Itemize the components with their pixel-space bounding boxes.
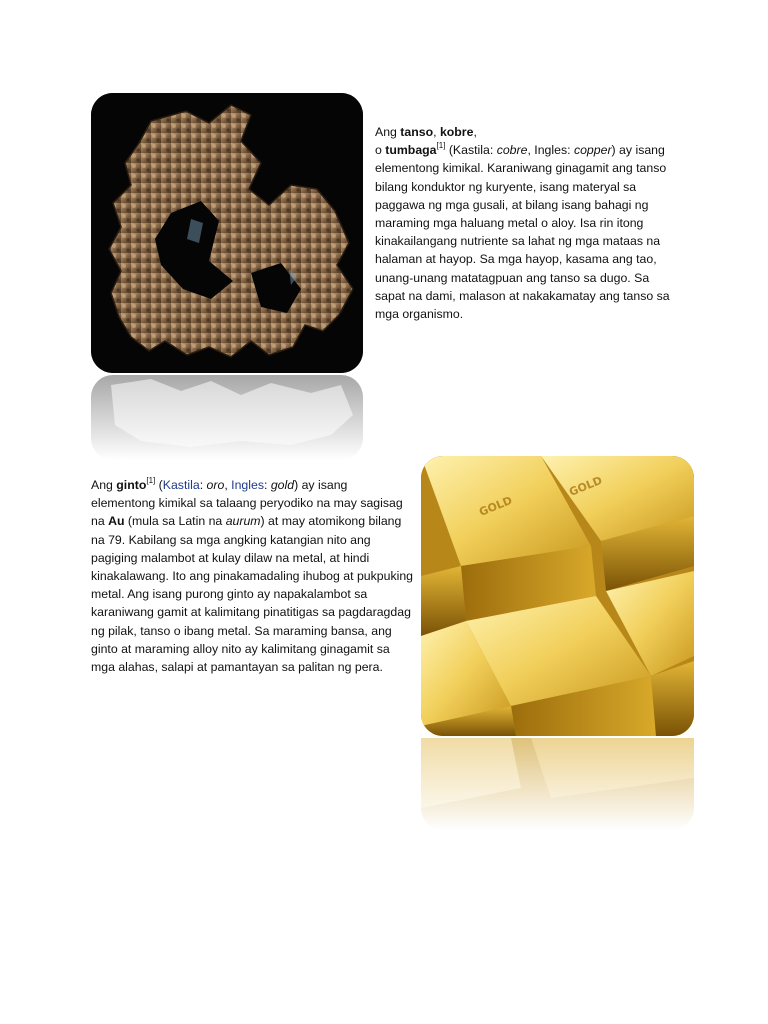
text-span: : (263, 478, 271, 492)
text-span: ) ay isang elementong kimikal sa talaang peryodiko na may sagisag na (91, 478, 403, 529)
text-span: Ang (375, 125, 401, 139)
gold-paragraph (91, 476, 413, 676)
term-kobre: kobre (439, 125, 474, 139)
reference-link[interactable]: [1] (146, 475, 156, 485)
gold-image (421, 456, 694, 736)
text-span: : (199, 478, 207, 492)
term-ginto: ginto (116, 478, 147, 492)
text-span: ) ay isang elementong kimikal. Karaniwang ginagamit ang tanso bilang konduktor ng kuryente, isang materyal sa paggawa ng mga gusali, at bilang isang bahagi ng maraming mga haluang metal o aloy. Isa rin itong kinakailangang nutriente sa lahat ng mga mataas na halaman at hayop. Sa mga hayop, kasama ang tao, unang-unang matatagpuan ang tanso sa dugo. Sa sapat na dami, malason at nakakamatay ang tanso sa mga organismo. (375, 143, 670, 322)
kastila-link[interactable]: Kastila (162, 478, 200, 492)
term-aurum: aurum (225, 514, 261, 529)
text-span: , (433, 125, 440, 139)
copper-paragraph (375, 123, 675, 323)
text-span: , (224, 478, 232, 492)
gold-image-reflection (421, 738, 694, 830)
text-span: , Ingles: (527, 143, 574, 158)
bar-stamp: GOLD (567, 473, 605, 499)
text-span: ( (155, 478, 163, 492)
gold-bars-illustration (421, 456, 694, 736)
term-oro: oro (206, 478, 225, 492)
text-span: o (375, 143, 386, 158)
term-tanso: tanso (400, 125, 434, 139)
term-tumbaga: tumbaga (385, 143, 437, 158)
term-cobre: cobre (496, 143, 528, 158)
text-span: (mula sa Latin na (124, 514, 226, 529)
term-copper: copper (573, 143, 612, 158)
copper-image (91, 93, 363, 373)
copper-image-reflection (91, 375, 363, 460)
term-gold: gold (270, 478, 295, 492)
copper-nugget-illustration (91, 93, 363, 373)
text-span: ) at may atomikong bilang na 79. Kabilang sa mga angking katangian nito ang pagiging malambot at kulay dilaw na metal, at hindi kinakalawang. Ito ang pinakamadaling ihubog at pukpuking metal. Ang isang purong ginto ay napakalambot sa karaniwang gamit at kalimitang pinatitigas sa pagdaragdag ng pilak, tanso o ibang metal. Sa maraming bansa, ang ginto at maraming alloy nito ay kalimitang ginagamit sa mga alahas, salapi at pamantayan sa palitan ng pera. (91, 514, 414, 675)
text-span: Ang (91, 478, 117, 492)
text-span: (Kastila: (445, 143, 497, 158)
reference-link[interactable]: [1] (436, 141, 446, 151)
text-span: , (473, 125, 477, 139)
bar-stamp: GOLD (477, 493, 515, 519)
ingles-link[interactable]: Ingles (231, 478, 264, 492)
term-au: Au (108, 514, 125, 529)
